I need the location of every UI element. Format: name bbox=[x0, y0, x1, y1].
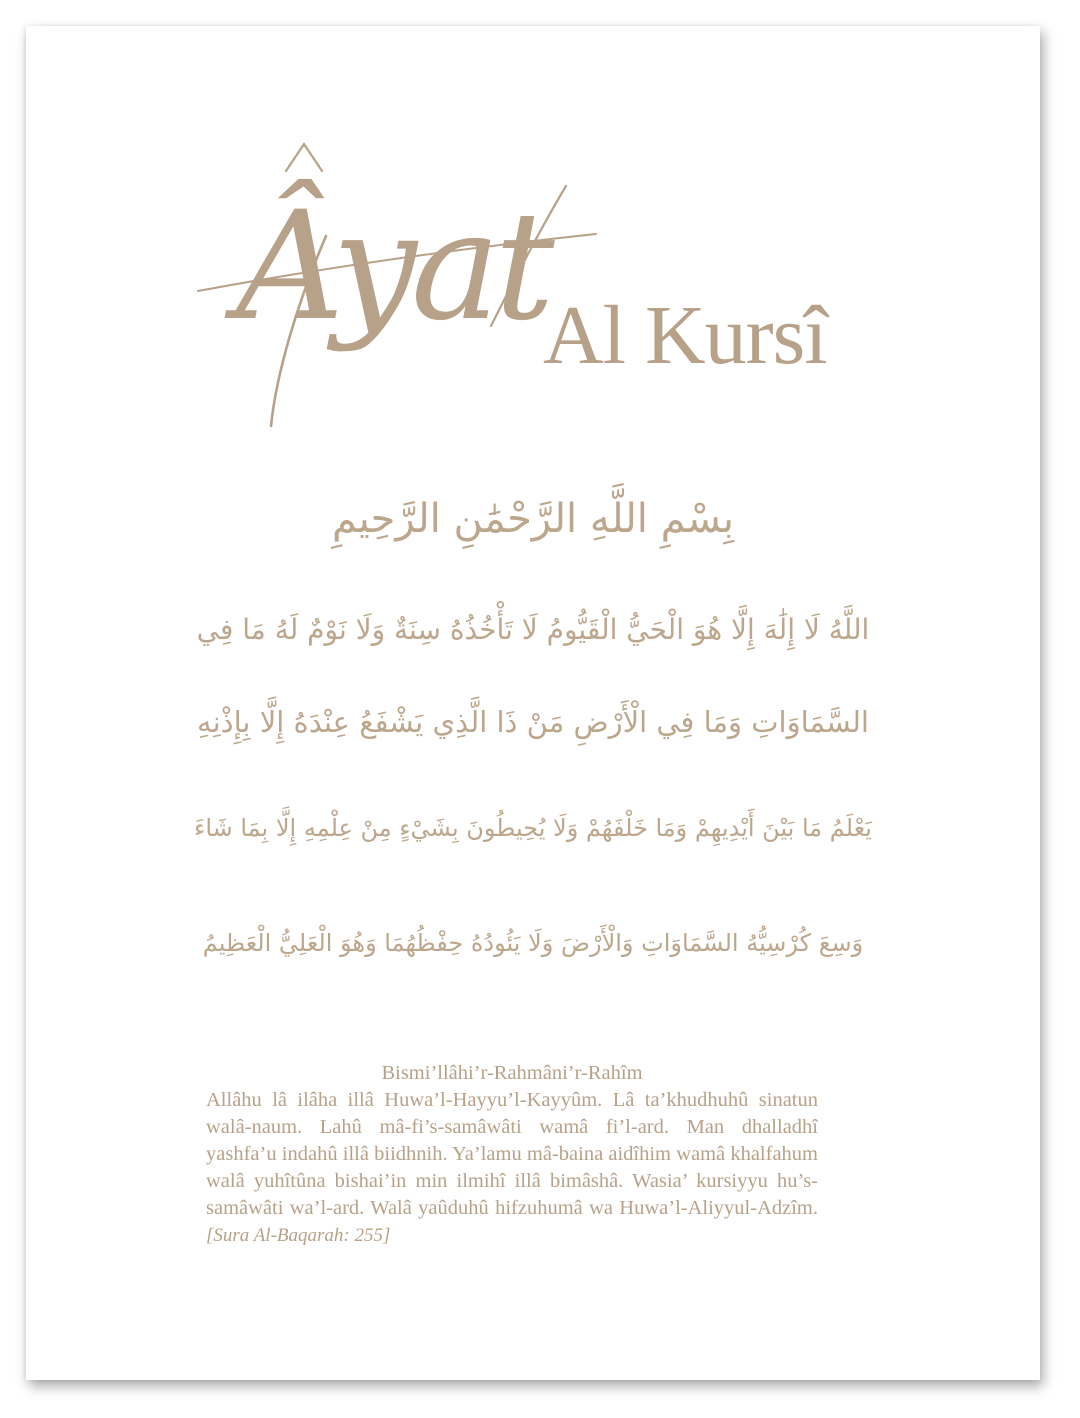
poster-card bbox=[26, 26, 1040, 1380]
subtitle: Al Kursî bbox=[543, 289, 827, 382]
arabic-bismillah: بِسْمِ اللَّهِ الرَّحْمَٰنِ الرَّحِيمِ bbox=[331, 496, 735, 542]
transliteration-text: Allâhu lâ ilâha illâ Huwa’l-Hayyu’l-Kayyûm. Lâ ta’khudhuhû sinatun walâ-naum. Lahû mâ-fi’s-samâwâti wamâ fi’l-ard. Man dhalladhî yashfa’u indahû illâ biidhnih. Ya’lamu mâ-baina aidîhim wamâ khalfahum walâ yuhîtûna bishai’in min ilmihî illâ bimâshâ. Wasia’ kursiyyu hu’s-samâwâti wa’l-ard. Walâ yaûduhû hifzuhumâ wa Huwa’l-Aliyyul-Adzîm. bbox=[206, 1089, 818, 1219]
arabic-line-3: يَعْلَمُ مَا بَيْنَ أَيْدِيهِمْ وَمَا خَلْفَهُمْ وَلَا يُحِيطُونَ بِشَيْءٍ مِنْ عِلْمِهِ إِلَّا بِمَا شَاءَ bbox=[194, 814, 872, 842]
transliteration-bismillah: Bismi’llâhi’r-Rahmâni’r-Rahîm bbox=[381, 1062, 643, 1084]
sura-reference: [Sura Al-Baqarah: 255] bbox=[206, 1225, 391, 1246]
title-script bbox=[176, 126, 676, 446]
title-script-text: Âyat bbox=[236, 180, 549, 354]
arabic-line-4: وَسِعَ كُرْسِيُّهُ السَّمَاوَاتِ وَالْأَرْضَ وَلَا يَئُودُهُ حِفْظُهُمَا وَهُوَ الْعَلِيُّ الْعَظِيمُ bbox=[202, 929, 864, 957]
arabic-line-1: اللَّهُ لَا إِلَٰهَ إِلَّا هُوَ الْحَيُّ الْقَيُّومُ لَا تَأْخُذُهُ سِنَةٌ وَلَا نَوْمٌ لَهُ مَا فِي bbox=[196, 613, 870, 646]
arabic-line-2: السَّمَاوَاتِ وَمَا فِي الْأَرْضِ مَنْ ذَا الَّذِي يَشْفَعُ عِنْدَهُ إِلَّا بِإِذْنِهِ bbox=[197, 705, 869, 739]
transliteration-body bbox=[206, 1087, 818, 1249]
